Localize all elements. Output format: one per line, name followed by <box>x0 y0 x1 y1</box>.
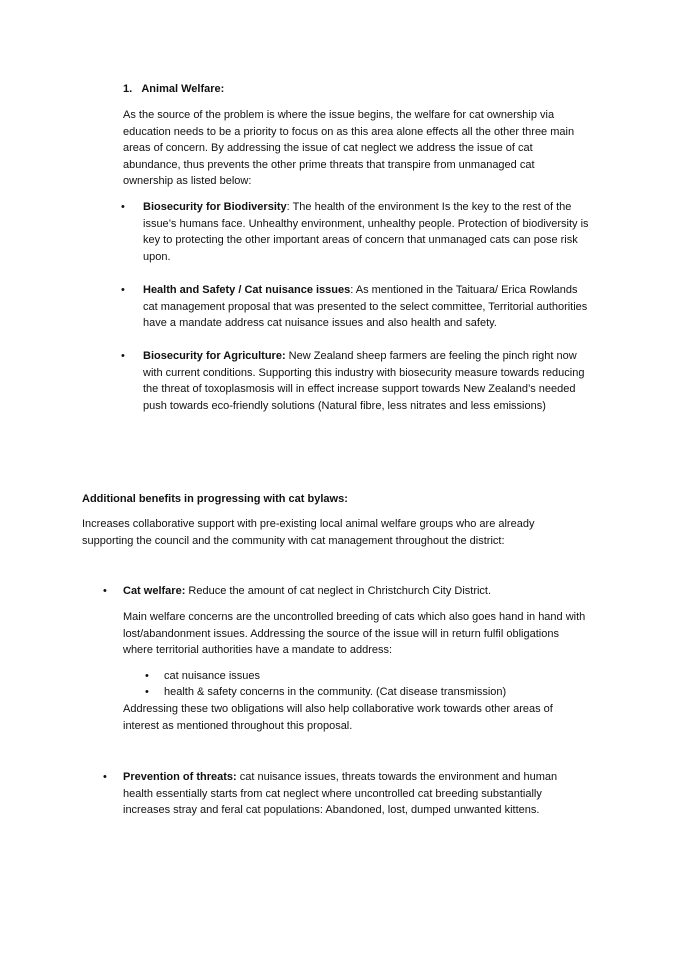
section-1-number: 1. <box>123 83 133 95</box>
section-2-heading: Additional benefits in progressing with cat bylaws: <box>82 493 348 505</box>
bullet-icon: • <box>145 670 149 682</box>
sub-item-health-safety: health & safety concerns in the community. (Cat disease transmission) <box>164 686 507 698</box>
section-1-heading <box>123 81 224 98</box>
item-title: Prevention of threats: <box>123 771 237 783</box>
cat-welfare-paragraph: Main welfare concerns are the uncontrolled breeding of cats which also goes hand in hand with lost/abandonment issues. Addressing the source of the issue will in return fulfil obligations where territorial authorities have a mandate to address: <box>123 611 586 657</box>
cat-welfare-closing: Addressing these two obligations will also help collaborative work towards other areas of interest as mentioned throughout this proposal. <box>123 703 553 732</box>
bullet-icon: • <box>103 585 107 597</box>
bullet-icon: • <box>103 771 107 783</box>
bullet-icon: • <box>145 686 149 698</box>
section-1-intro: As the source of the problem is where the issue begins, the welfare for cat ownership via education needs to be a priority to focus on as this area alone effects all the other three main areas of concern. By addressing the issue of cat neglect we address the issue of cat abundance, thus prevents the other prime threats that transpire from unmanaged cat ownership as listed below: <box>123 109 575 188</box>
section-1-title: Animal Welfare: <box>141 83 225 95</box>
list-item-health-safety <box>143 282 589 332</box>
item-title: Biosecurity for Biodiversity <box>143 201 287 213</box>
section-2-intro: Increases collaborative support with pre-existing local animal welfare groups who are already supporting the council and the community with cat management throughout the district: <box>82 518 535 547</box>
list-item-agriculture <box>143 348 589 414</box>
item-title: Biosecurity for Agriculture: <box>143 350 286 362</box>
bullet-icon: • <box>121 284 125 296</box>
item-title: Cat welfare: <box>123 585 186 597</box>
sub-item-nuisance: cat nuisance issues <box>164 670 260 682</box>
list-item-prevention <box>123 769 573 819</box>
item-title: Health and Safety / Cat nuisance issues <box>143 284 351 296</box>
list-item-biodiversity <box>143 199 589 265</box>
item-text: cat nuisance issues, threats towards the environment and human health essentially starts from cat neglect where uncontrolled cat breeding substantially increases stray and feral cat populations: Abandoned, lost, dumped unwanted kittens. <box>123 771 558 817</box>
item-text: Reduce the amount of cat neglect in Christchurch City District. <box>185 585 492 597</box>
item-text: New Zealand sheep farmers are feeling the pinch right now with current conditions. Supporting this industry with biosecurity measure towards reducing the threat of toxoplasmosis will in effect increase support towards New Zealand’s needed push towards eco-friendly solutions (Natural fibre, less nitrates and less emissions) <box>143 350 585 412</box>
list-item-cat-welfare <box>123 583 593 600</box>
bullet-icon: • <box>121 201 125 213</box>
item-text: : The health of the environment Is the key to the rest of the issue’s humans face. Unhealthy environment, unhealthy people. Protection of biodiversity is key to protecting the other important areas of concern that unmanaged cats can pose risk upon. <box>143 201 589 263</box>
item-text: : As mentioned in the Taituara/ Erica Rowlands cat management proposal that was presented to the select committee, Territorial authorities have a mandate address cat nuisance issues and also health and safety. <box>143 284 588 330</box>
bullet-icon: • <box>121 350 125 362</box>
